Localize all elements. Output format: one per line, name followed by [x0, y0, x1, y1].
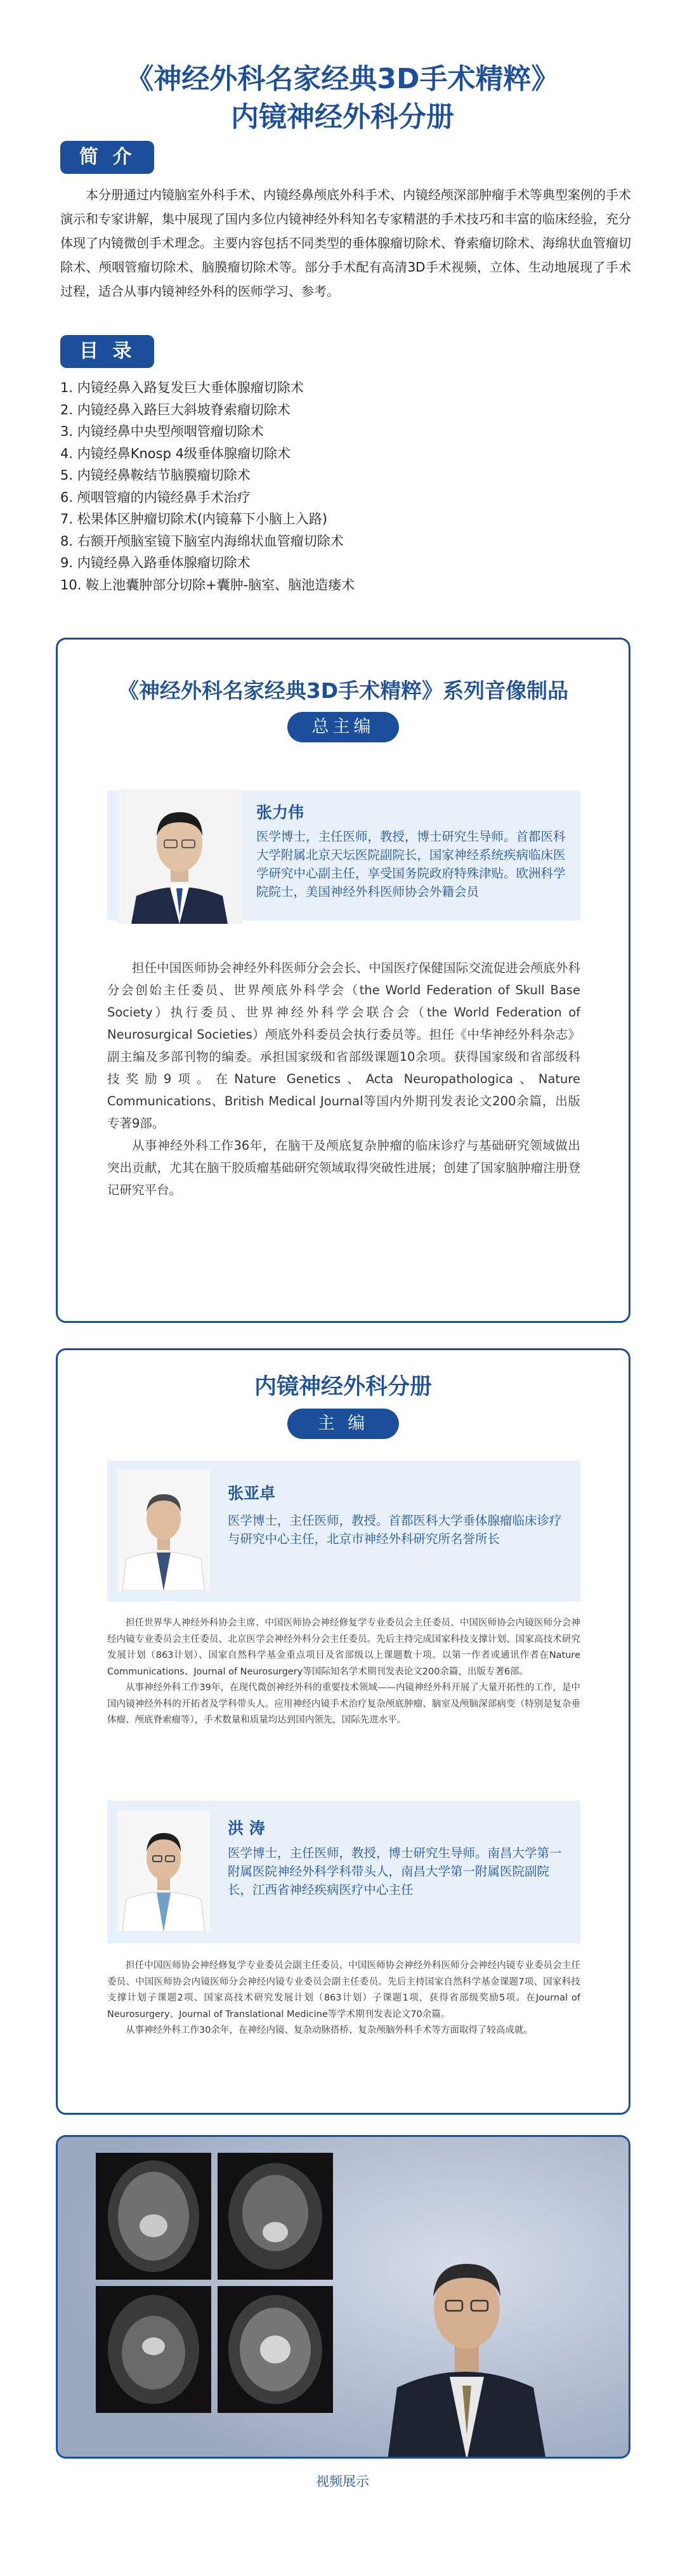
intro-text: 本分册通过内镜脑室外科手术、内镜经鼻颅底外科手术、内镜经颅深部肿瘤手术等典型案例的手术演示和专家讲解，集中展现了国内多位内镜神经外科知名专家精湛的手术技巧和丰富的临床经验，充分体现了内镜微创手术理念。主要内容包括不同类型的垂体腺瘤切除术、脊索瘤切除术、海绵状血管瘤切除术、颅咽管瘤切除术、脑膜瘤切除术等。部分手术配有高清3D手术视频，立体、生动地展现了手术过程，适合从事内镜神经外科的医师学习、参考。: [60, 187, 631, 299]
chief-editor-name: 张力伟: [256, 803, 304, 822]
toc-item[interactable]: 3. 内镜经鼻中央型颅咽管瘤切除术: [60, 424, 264, 439]
bio-paragraph: 从事神经外科工作36年，在脑干及颅底复杂肿瘤的临床诊疗与基础研究领域做出突出贡献，尤其在脑干胶质瘤基础研究领域取得突破性进展；创建了国家脑肿瘤注册登记研究平台。: [107, 1138, 580, 1197]
toc-item[interactable]: 4. 内镜经鼻Knosp 4级垂体腺瘤切除术: [60, 445, 290, 461]
bio-paragraph: 从事神经外科工作39年，在现代微创神经外科的重要技术领域——内镜神经外科开展了大量开拓性的工作，是中国内镜神经外科的开拓者及学科带头人。应用神经内镜手术治疗复杂颅底肿瘤、脑室及颅脑深部病变（特别是复杂垂体瘤、颅底脊索瘤等），手术数量和质量均达到国内领先，国际先进水平。: [107, 1683, 580, 1725]
chief-editor-desc: 医学博士，主任医师，教授，博士研究生导师。首都医科大学附属北京天坛医院副院长，国家神经系统疾病临床医学研究中心副主任，享受国务院政府特殊津贴。欧洲科学院院士，美国神经外科医师协会外籍会员: [256, 829, 566, 899]
series-card: [56, 638, 630, 1323]
volume-card-title: 内镜神经外科分册: [254, 1374, 432, 1400]
toc-item[interactable]: 7. 松果体区肿瘤切除术(内镜幕下小脑上入路): [60, 511, 328, 527]
video-frame: [58, 2137, 630, 2459]
bio-paragraph: 担任中国医师协会神经外科医师分会会长、中国医疗保健国际交流促进会颅底外科分会创始主任委员、世界颅底外科学会（the World Federation of Skull Base Society）执行委员、世界神经外科学会联合会（the World Federation of Neurosurgical Societies）颅底外科委员会执行委员等。担任《中华神经外科杂志》副主编及多部刊物的编委。承担国家级和省部级课题10余项。获得国家级和省部级科技奖励9项。在Nature Genetics、Acta Neuropathologica、Nature Communications、British Medical Journal等国内外期刊发表论文200余篇，出版专著9部。: [107, 961, 580, 1131]
intro-heading: 简 介: [60, 141, 154, 174]
chief-editor-bio: [107, 957, 580, 1201]
editor-panel: [107, 1801, 580, 1943]
bio-paragraph: 担任世界华人神经外科协会主席、中国医师协会神经修复学专业委员会主任委员、中国医师协会内镜医师分会神经内镜专业委员会主任委员、北京医学会神经外科分会主任委员。先后主持完成国家科技支撑计划、国家高技术研究发展计划（863计划）、国家自然科学基金重点项目及省部级以上课题数十项。以第一作者或通讯作者在Nature Communications、Journal of Neurosurgery等国际知名学术期刊发表论文200余篇，出版专著6部。: [107, 1618, 580, 1677]
series-badge: 总主编: [287, 712, 399, 742]
page-title: [0, 0, 685, 136]
title-line-2: 内镜神经外科分册: [231, 101, 454, 133]
toc-list: [60, 377, 631, 596]
toc-item[interactable]: 5. 内镜经鼻鞍结节脑膜瘤切除术: [60, 468, 251, 483]
video-player[interactable]: [56, 2135, 630, 2459]
editor-bio: [107, 1615, 580, 1729]
chief-editor-photo: [117, 789, 242, 924]
editor-panel: [107, 1461, 580, 1601]
editor-name: 张亚卓: [228, 1484, 276, 1502]
editor-photo: [117, 1470, 210, 1591]
toc-item[interactable]: 2. 内镜经鼻入路巨大斜坡脊索瘤切除术: [60, 402, 290, 417]
series-card-title: 《神经外科名家经典3D手术精粹》系列音像制品: [117, 678, 569, 703]
toc-item[interactable]: 8. 右额开颅脑室镜下脑室内海绵状血管瘤切除术: [60, 533, 344, 549]
chief-editor-panel: [107, 791, 580, 921]
bio-paragraph: 担任中国医师协会神经修复学专业委员会副主任委员、中国医师协会神经外科医师分会神经内镜专业委员会主任委员、中国医师协会内镜医师分会神经内镜专业委员会副主任委员。先后主持国家自然科学基金课题7项、国家科技支撑计划子课题2项、国家高技术研究发展计划（863计划）子课题1项，获得省部级奖励5项。在Journal of Neurosurgery、Journal of Translational Medicine等学术期刊发表论文70余篇。: [107, 1961, 580, 2020]
portrait-image: [117, 1810, 210, 1932]
title-line-1: 《神经外科名家经典3D手术精粹》: [126, 63, 559, 95]
volume-badge: 主 编: [287, 1409, 399, 1439]
video-caption: 视频展示: [316, 2474, 369, 2489]
portrait-image: [117, 1470, 210, 1591]
toc-item[interactable]: 10. 鞍上池囊肿部分切除+囊肿-脑室、脑池造瘘术: [60, 577, 355, 593]
portrait-image: [117, 789, 242, 924]
editor-photo: [117, 1810, 210, 1932]
editor-desc: 医学博士，主任医师，教授。首都医科大学垂体腺瘤临床诊疗与研究中心主任，北京市神经外科研究所名誉所长: [228, 1513, 562, 1546]
toc-section: [60, 335, 631, 596]
bio-paragraph: 从事神经外科工作30余年，在神经内镜、复杂动脉搭桥、复杂颅脑外科手术等方面取得了较高成就。: [126, 2025, 533, 2035]
editor-name: 洪 涛: [228, 1819, 265, 1837]
toc-heading: 目 录: [60, 335, 154, 368]
editor-desc: 医学博士，主任医师，教授，博士研究生导师。南昌大学第一附属医院神经外科学科带头人，南昌大学第一附属医院副院长，江西省神经疾病医疗中心主任: [228, 1846, 562, 1897]
intro-section: [60, 141, 631, 303]
volume-card: [56, 1348, 630, 2115]
editor-bio: [107, 1958, 580, 2039]
toc-item[interactable]: 1. 内镜经鼻入路复发巨大垂体腺瘤切除术: [60, 380, 304, 395]
toc-item[interactable]: 6. 颅咽管瘤的内镜经鼻手术治疗: [60, 489, 251, 505]
toc-item[interactable]: 9. 内镜经鼻入路垂体腺瘤切除术: [60, 555, 251, 570]
